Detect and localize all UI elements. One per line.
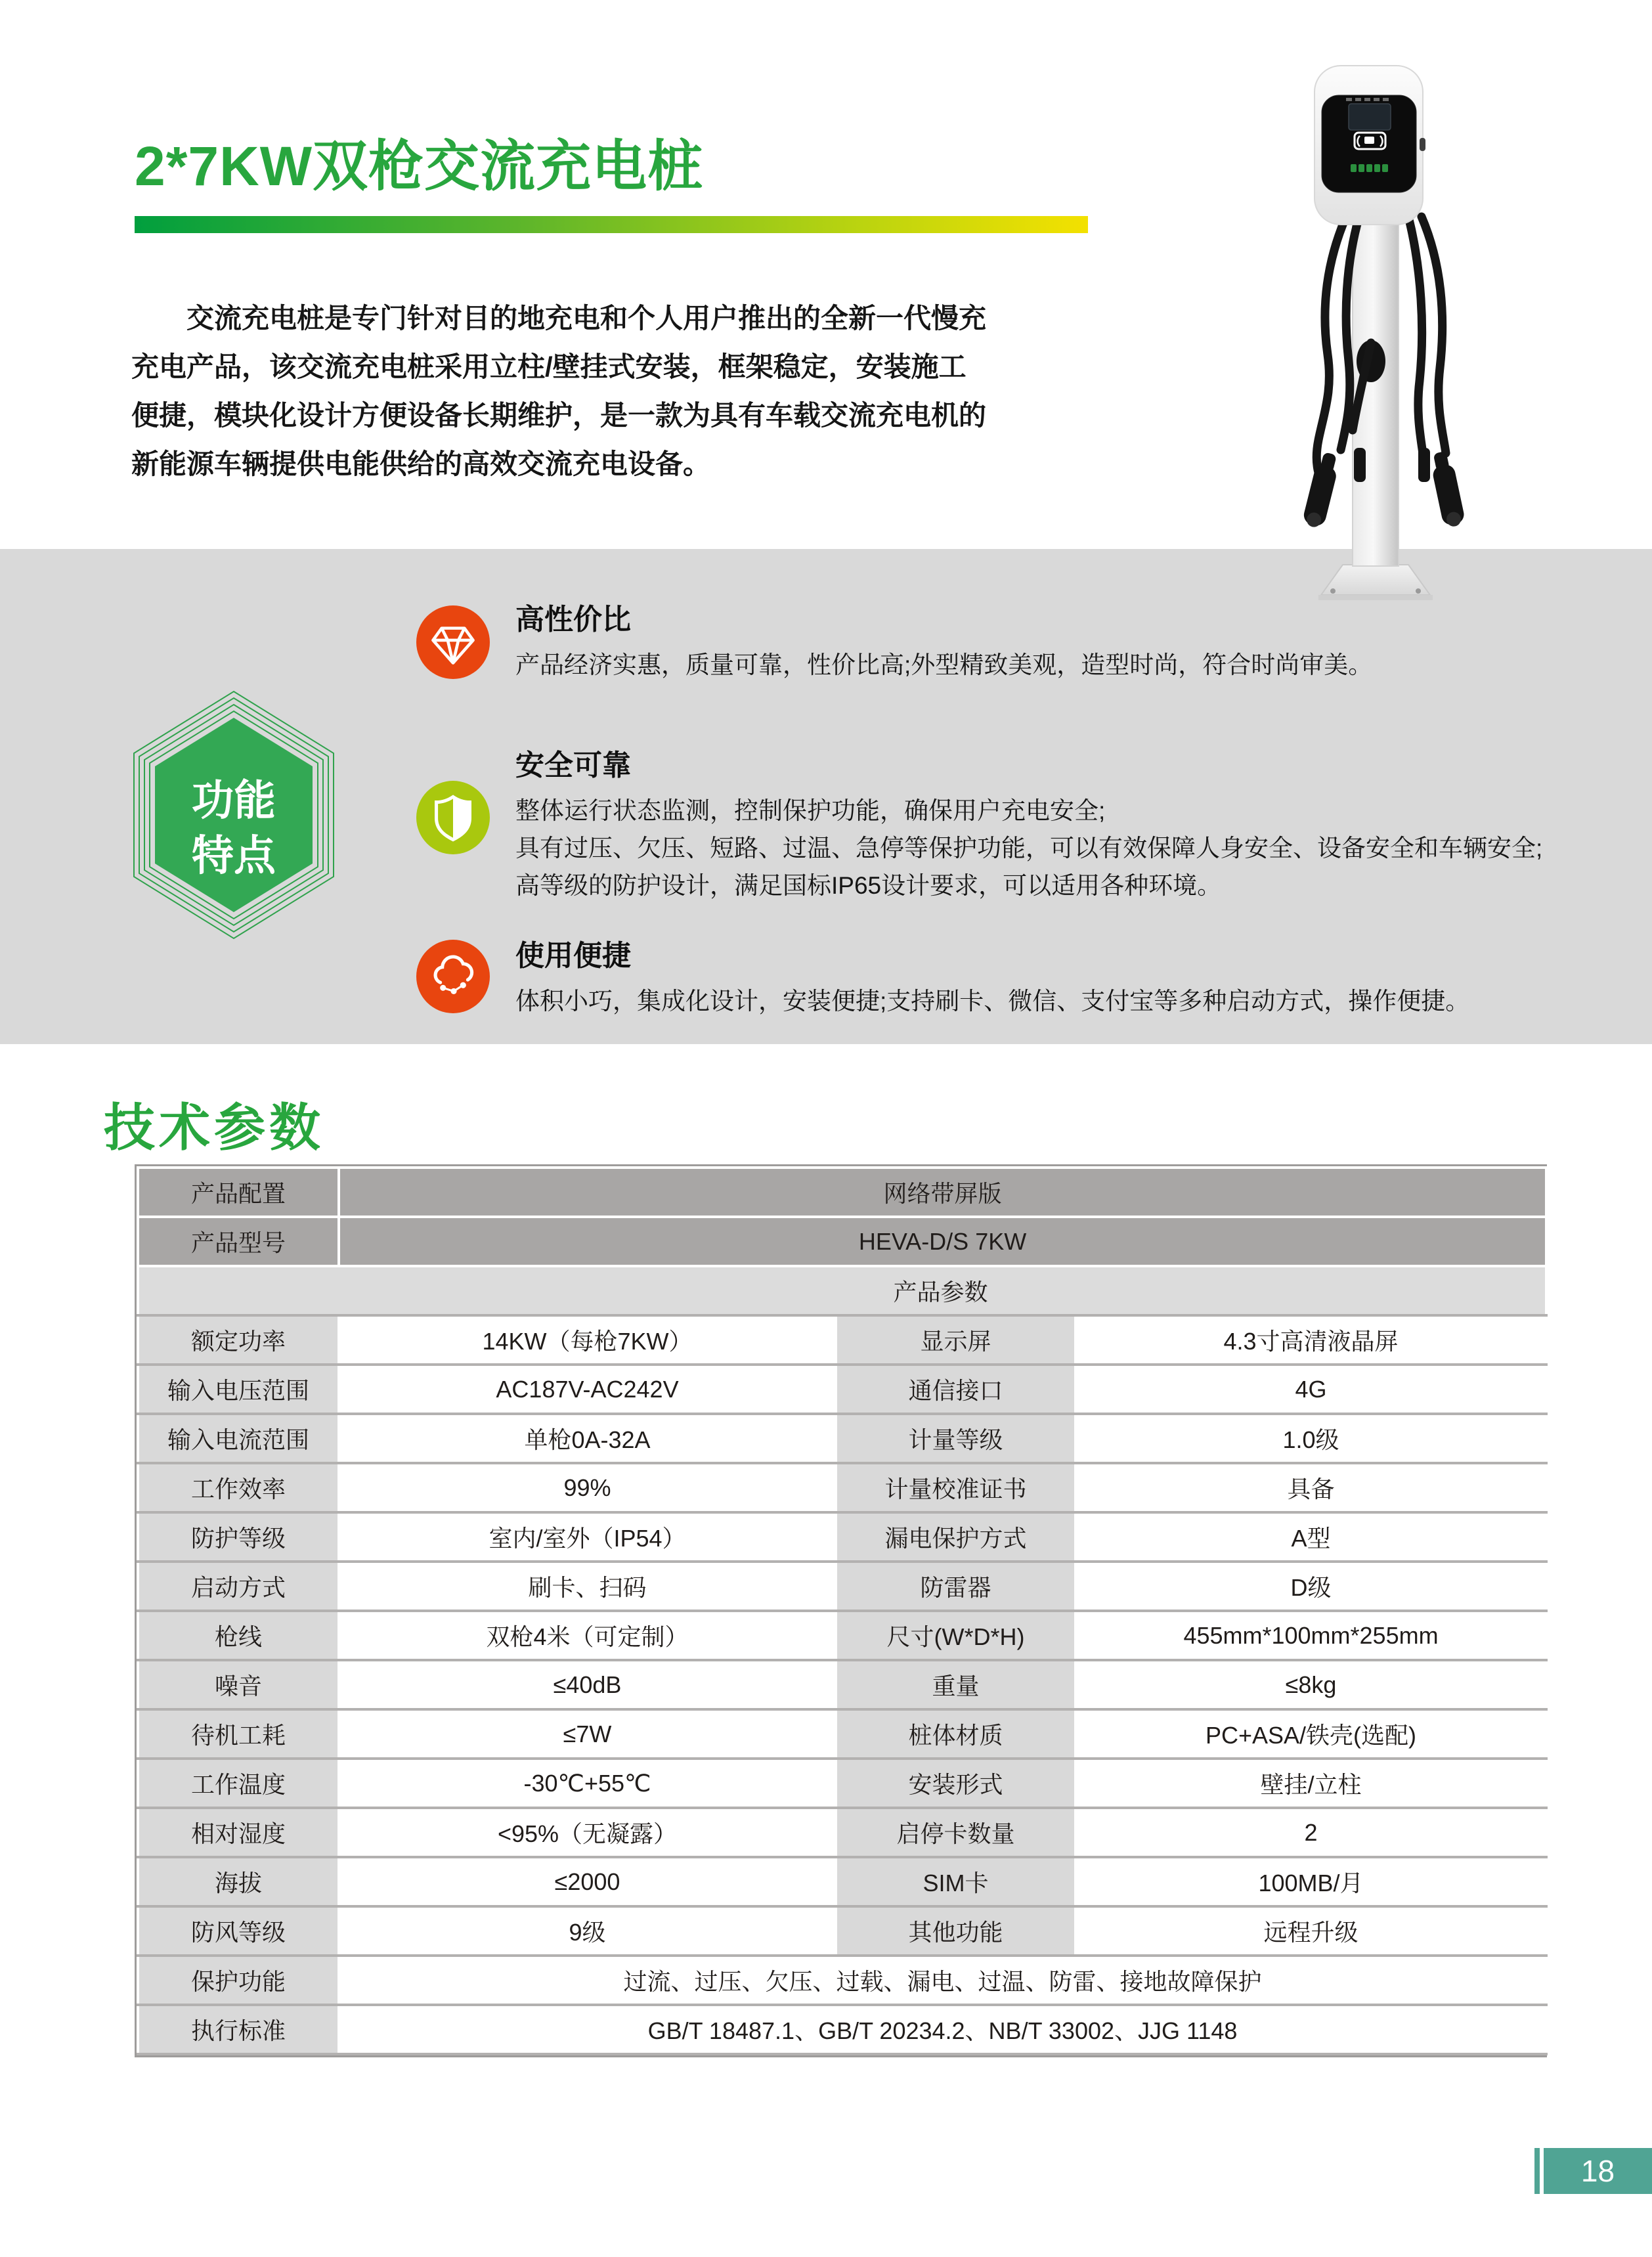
spec-label: 海拔: [138, 1857, 339, 1906]
spec-value: 刷卡、扫码: [339, 1562, 836, 1611]
spec-label: 防雷器: [836, 1562, 1076, 1611]
spec-label: SIM卡: [836, 1857, 1076, 1906]
feature-item-convenience: [415, 939, 1652, 1020]
page-title: 2*7KW双枪交流充电桩: [135, 135, 704, 197]
spec-value: 具备: [1076, 1463, 1546, 1512]
spec-value: ≤8kg: [1076, 1660, 1546, 1709]
table-row-standards: [138, 2005, 1546, 2054]
spec-label: 其他功能: [836, 1906, 1076, 1956]
table-row: [138, 1562, 1546, 1611]
feature-item-value: [415, 603, 1652, 684]
table-row: [138, 1414, 1546, 1463]
spec-value: 室内/室外（IP54）: [339, 1512, 836, 1562]
spec-value: PC+ASA/铁壳(选配): [1076, 1709, 1546, 1759]
spec-label: 计量校准证书: [836, 1463, 1076, 1512]
table-row: [138, 1315, 1546, 1365]
feature-title: 使用便捷: [515, 940, 631, 972]
feature-desc-line: 产品经济实惠，质量可靠，性价比高;外型精致美观，造型时尚，符合时尚审美。: [515, 651, 1373, 678]
title-gradient-rule: [135, 216, 1088, 233]
spec-label: 相对湿度: [138, 1808, 339, 1857]
table-row: [138, 1611, 1546, 1660]
diamond-icon: [416, 605, 490, 679]
spec-label: 计量等级: [836, 1414, 1076, 1463]
feature-badge-hexagon: [129, 684, 339, 946]
spec-value: 壁挂/立柱: [1076, 1759, 1546, 1808]
spec-value: 2: [1076, 1808, 1546, 1857]
spec-label: 尺寸(W*D*H): [836, 1611, 1076, 1660]
table-row: [138, 1463, 1546, 1512]
feature-title: 安全可靠: [515, 749, 631, 781]
spec-value: AC187V-AC242V: [339, 1365, 836, 1414]
spec-value: 双枪4米（可定制）: [339, 1611, 836, 1660]
spec-value: 4G: [1076, 1365, 1546, 1414]
spec-label: 启动方式: [138, 1562, 339, 1611]
shield-icon: [416, 781, 490, 854]
feature-desc-line: 整体运行状态监测，控制保护功能，确保用户充电安全;: [515, 797, 1106, 824]
table-row: [138, 1759, 1546, 1808]
spec-value: ≤2000: [339, 1857, 836, 1906]
spec-value: 远程升级: [1076, 1906, 1546, 1956]
spec-label: 噪音: [138, 1660, 339, 1709]
spec-label: 执行标准: [138, 2005, 339, 2054]
table-row-config: [138, 1168, 1546, 1217]
spec-value: 99%: [339, 1463, 836, 1512]
table-row: [138, 1660, 1546, 1709]
intro-line: 充电产品，该交流充电桩采用立柱/壁挂式安装，框架稳定，安装施工: [131, 351, 967, 382]
spec-label: 防风等级: [138, 1906, 339, 1956]
table-group-header: 产品参数: [138, 1266, 1546, 1315]
section-title-tech-specs: 技术参数: [104, 1099, 325, 1156]
feature-desc-line: 高等级的防护设计，满足国标IP65设计要求，可以适用各种环境。: [515, 872, 1222, 899]
spec-table: [137, 1166, 1548, 2055]
spec-value: A型: [1076, 1512, 1546, 1562]
spec-value: <95%（无凝露）: [339, 1808, 836, 1857]
spec-value: D级: [1076, 1562, 1546, 1611]
spec-value: GB/T 18487.1、GB/T 20234.2、NB/T 33002、JJG 1148: [339, 2005, 1546, 2054]
table-row-protection: [138, 1956, 1546, 2005]
spec-label: 输入电压范围: [138, 1365, 339, 1414]
spec-label: 通信接口: [836, 1365, 1076, 1414]
page-number-accent-bar: [1534, 2148, 1540, 2194]
cloud-icon: [416, 940, 490, 1013]
badge-text-line2: 特点: [192, 832, 276, 879]
table-group-header-row: [138, 1266, 1546, 1315]
intro-line: 交流充电桩是专门针对目的地充电和个人用户推出的全新一代慢充: [186, 303, 987, 334]
spec-label: 防护等级: [138, 1512, 339, 1562]
intro-line: 便捷，模块化设计方便设备长期维护，是一款为具有车载交流充电机的: [131, 400, 987, 431]
spec-label: 枪线: [138, 1611, 339, 1660]
intro-paragraph: [131, 294, 1175, 489]
page-number-tab: 18: [1544, 2148, 1652, 2194]
spec-label: 显示屏: [836, 1315, 1076, 1365]
spec-value: 1.0级: [1076, 1414, 1546, 1463]
spec-table-wrap: [135, 1164, 1547, 2057]
spec-value: 14KW（每枪7KW）: [339, 1315, 836, 1365]
table-row: [138, 1808, 1546, 1857]
badge-text-line1: 功能: [192, 777, 276, 824]
spec-label: 漏电保护方式: [836, 1512, 1076, 1562]
spec-label: 额定功率: [138, 1315, 339, 1365]
spec-label: 产品型号: [138, 1217, 339, 1266]
spec-value: 单枪0A-32A: [339, 1414, 836, 1463]
spec-value: 4.3寸高清液晶屏: [1076, 1315, 1546, 1365]
spec-value: 网络带屏版: [339, 1168, 1546, 1217]
spec-label: 安装形式: [836, 1759, 1076, 1808]
spec-label: 待机工耗: [138, 1709, 339, 1759]
feature-item-safety: [415, 749, 1652, 904]
spec-value: 9级: [339, 1906, 836, 1956]
feature-desc-line: 具有过压、欠压、短路、过温、急停等保护功能，可以有效保障人身安全、设备安全和车辆安全;: [515, 835, 1543, 862]
spec-value: 455mm*100mm*255mm: [1076, 1611, 1546, 1660]
spec-value: ≤7W: [339, 1709, 836, 1759]
spec-value: ≤40dB: [339, 1660, 836, 1709]
intro-line: 新能源车辆提供电能供给的高效交流充电设备。: [131, 449, 711, 479]
table-row: [138, 1906, 1546, 1956]
table-row: [138, 1512, 1546, 1562]
spec-label: 产品配置: [138, 1168, 339, 1217]
spec-label: 启停卡数量: [836, 1808, 1076, 1857]
spec-label: 输入电流范围: [138, 1414, 339, 1463]
spec-label: 工作效率: [138, 1463, 339, 1512]
product-photo-charging-pile: [1280, 46, 1504, 604]
table-row: [138, 1709, 1546, 1759]
spec-label: 重量: [836, 1660, 1076, 1709]
spec-value: 100MB/月: [1076, 1857, 1546, 1906]
spec-label: 保护功能: [138, 1956, 339, 2005]
feature-title: 高性价比: [515, 603, 631, 636]
spec-label: 工作温度: [138, 1759, 339, 1808]
spec-value: -30℃+55℃: [339, 1759, 836, 1808]
table-row: [138, 1365, 1546, 1414]
spec-value: HEVA-D/S 7KW: [339, 1217, 1546, 1266]
spec-value: 过流、过压、欠压、过载、漏电、过温、防雷、接地故障保护: [339, 1956, 1546, 2005]
feature-desc-line: 体积小巧，集成化设计，安装便捷;支持刷卡、微信、支付宝等多种启动方式，操作便捷。: [515, 988, 1470, 1015]
table-row: [138, 1857, 1546, 1906]
table-row-model: [138, 1217, 1546, 1266]
spec-label: 桩体材质: [836, 1709, 1076, 1759]
